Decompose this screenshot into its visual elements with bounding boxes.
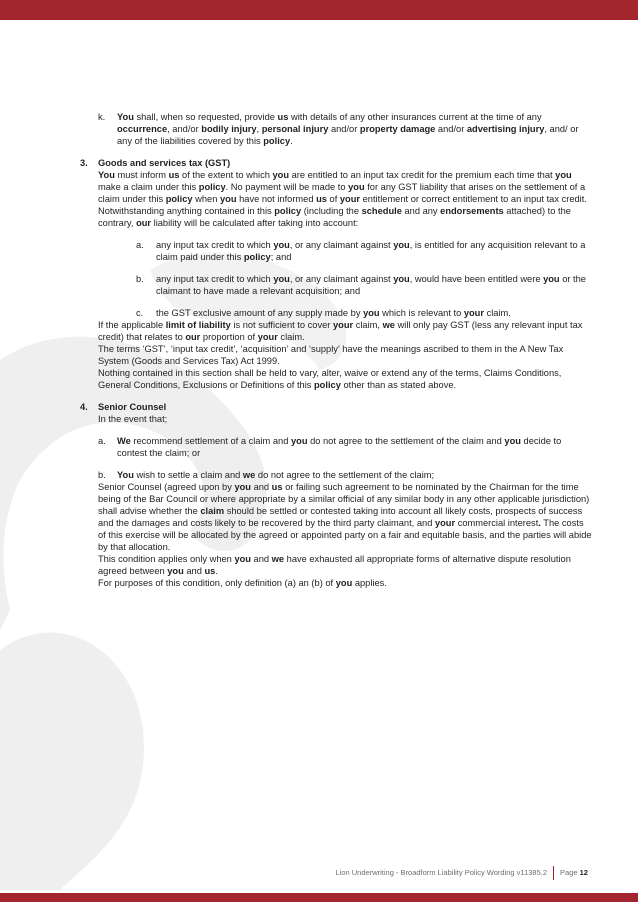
section-number: 4. (80, 402, 88, 412)
page-label: Page (560, 868, 578, 877)
defined-term: You (117, 470, 134, 480)
defined-term: your (463, 308, 484, 318)
defined-term: your (339, 194, 361, 204)
defined-term: policy (274, 206, 302, 216)
defined-term: we (382, 320, 395, 330)
defined-term: you (393, 274, 410, 284)
defined-term: We (117, 436, 131, 446)
defined-term: us (277, 112, 289, 122)
clause-k-text: You shall, when so requested, provide us with details of any other insurances current at the time of any occurrence, and/or bodily injury, personal injury and/or property damage and/or advertising injury, and/ or any of the liabilities covered by this policy. (117, 112, 579, 146)
defined-term: us (271, 482, 283, 492)
paragraph: The terms ‘GST’, ‘input tax credit’, ‘acquisition’ and ‘supply’ have the meanings ascribed to them in the A New Tax System (Goods and Services Tax) Act 1999. (98, 344, 564, 366)
defined-term: our (185, 332, 201, 342)
top-accent-band (0, 0, 638, 20)
defined-term: limit of liability (165, 320, 231, 330)
defined-term: us (168, 170, 180, 180)
defined-term: you (348, 182, 365, 192)
defined-term: you (167, 566, 184, 576)
defined-term: policy (263, 136, 291, 146)
defined-term: You (98, 170, 115, 180)
defined-term: claim (200, 506, 225, 516)
defined-term: advertising injury (466, 124, 545, 134)
defined-term: . (538, 518, 541, 528)
list-item (80, 469, 592, 481)
defined-term: our (136, 218, 152, 228)
list-item-text: You wish to settle a claim and we do not agree to the settlement of the claim; (117, 470, 435, 480)
defined-term: us (204, 566, 216, 576)
defined-term: schedule (361, 206, 402, 216)
list-item-label: b. (136, 274, 144, 284)
policy-content (80, 111, 592, 589)
section-number: 3. (80, 158, 88, 168)
defined-term: your (257, 332, 278, 342)
defined-term: we (271, 554, 285, 564)
paragraph: Nothing contained in this section shall be held to vary, alter, waive or extend any of the terms, Claims Conditions, General Conditions, Exclusions or Definitions of this policy other than as stated above. (98, 368, 562, 390)
defined-term: occurrence (117, 124, 168, 134)
clause-k-label: k. (98, 112, 106, 122)
list-item-text: any input tax credit to which you, or any claimant against you, would have been entitled were you or the claimant to have made a relevant acquisition; and (156, 274, 586, 296)
defined-term: You (117, 112, 134, 122)
defined-term: personal injury (261, 124, 329, 134)
defined-term: you (363, 308, 380, 318)
section-title: Senior Counsel (98, 402, 167, 412)
paragraph: In the event that; (98, 414, 168, 424)
section-title: Goods and services tax (GST) (98, 158, 231, 168)
defined-term: endorsements (440, 206, 504, 216)
defined-term: you (234, 554, 251, 564)
defined-term: you (290, 436, 308, 446)
section-heading-gst (80, 157, 592, 169)
paragraph: For purposes of this condition, only definition (a) an (b) of you applies. (98, 578, 387, 588)
defined-term: property damage (359, 124, 436, 134)
list-item (80, 239, 592, 263)
list-item (80, 435, 592, 459)
defined-term: your (332, 320, 354, 330)
defined-term: you (273, 274, 290, 284)
list-item-text: the GST exclusive amount of any supply made by you which is relevant to your claim. (156, 308, 511, 318)
list-item (80, 273, 592, 297)
list-item (80, 307, 592, 319)
defined-term: policy (165, 194, 193, 204)
paragraph: Senior Counsel (agreed upon by you and us or failing such agreement to be nominated by the Chairman for the time being of the Bar Council or where appropriate by a similar official of any similar body in any other applicable jurisdiction) shall advise whether the claim should be settled or contested taking into account all likely costs, prospects of success and the damages and costs likely to be recovered by the third party claimant, and your commercial interest. The costs of this exercise will be allocated by the agreed or appointed party on a fair and equitable basis, and the parties will abide by that allocation. (98, 482, 592, 552)
list-item-label: a. (136, 240, 144, 250)
defined-term: you (393, 240, 410, 250)
list-item-label: c. (136, 308, 144, 318)
defined-term: you (219, 194, 237, 204)
paragraph: If the applicable limit of liability is not sufficient to cover your claim, we will only pay GST (less any relevant input tax credit) that relates to our proportion of your claim. (98, 320, 583, 342)
defined-term: your (434, 518, 456, 528)
defined-term: you (543, 274, 560, 284)
defined-term: you (504, 436, 521, 446)
list-item-label: b. (98, 470, 106, 480)
paragraph: This condition applies only when you and we have exhausted all appropriate forms of alternative dispute resolution agreed between you and us. (98, 554, 571, 576)
defined-term: policy (314, 380, 341, 390)
defined-term: us (316, 194, 327, 204)
paragraph: Notwithstanding anything contained in this policy (including the schedule and any endorsements attached) to the contrary, our liability will be calculated after taking into account: (98, 206, 571, 228)
list-item-label: a. (98, 436, 106, 446)
section-heading-senior-counsel (80, 401, 592, 413)
page-number: 12 (579, 868, 588, 877)
clause-k (80, 111, 592, 147)
defined-term: you (555, 170, 572, 180)
defined-term: policy (243, 252, 271, 262)
defined-term: bodily injury (201, 124, 257, 134)
defined-term: you (272, 170, 290, 180)
defined-term: you (335, 578, 353, 588)
defined-term: we (242, 470, 256, 480)
page-footer (0, 866, 638, 880)
defined-term: policy (198, 182, 226, 192)
list-item-text: any input tax credit to which you, or any claimant against you, is entitled for any acquisition relevant to a claim paid under this policy; and (156, 240, 586, 262)
document-reference: Lion Underwriting - Broadform Liability Policy Wording v11385.2 (335, 868, 547, 877)
list-item-text: We recommend settlement of a claim and you do not agree to the settlement of the claim and you decide to contest the claim; or (117, 436, 562, 458)
defined-term: you (273, 240, 290, 250)
page-indicator (560, 868, 588, 877)
bottom-accent-band (0, 893, 638, 902)
paragraph: You must inform us of the extent to which you are entitled to an input tax credit for the premium each time that you make a claim under this policy. No payment will be made to you for any GST liability that arises on the settlement of a claim under this policy when you have not informed us of your entitlement or correct entitlement to an input tax credit. (98, 170, 587, 204)
defined-term: you (234, 482, 251, 492)
footer-divider (553, 866, 554, 880)
